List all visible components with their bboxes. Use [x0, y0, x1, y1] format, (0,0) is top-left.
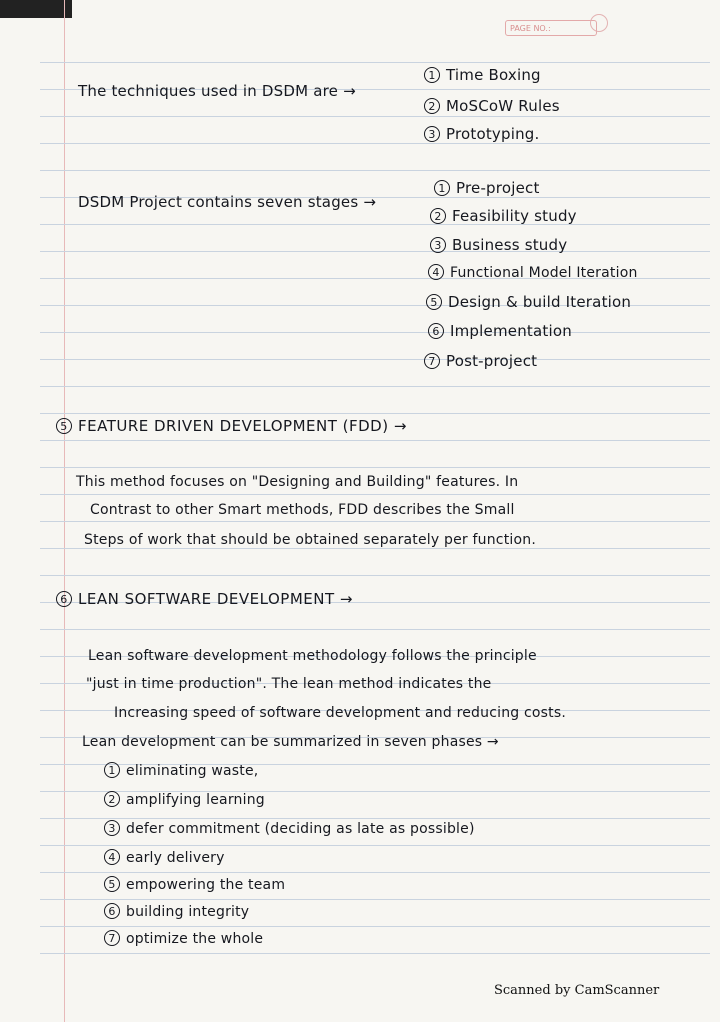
lean-phase [104, 876, 285, 893]
item-text: Implementation [450, 322, 572, 340]
ruled-line [40, 953, 710, 954]
section-title: LEAN SOFTWARE DEVELOPMENT → [78, 590, 353, 608]
item-text: Pre-project [456, 179, 540, 197]
ruled-line [40, 494, 710, 495]
item-number: 7 [104, 930, 120, 946]
ruled-line [40, 332, 710, 333]
page-number-label: PAGE NO.: [510, 24, 551, 33]
scanner-watermark: Scanned by CamScanner [494, 983, 660, 998]
fdd-heading [56, 417, 407, 435]
ruled-line [40, 62, 710, 63]
item-number: 3 [424, 126, 440, 142]
item-number: 3 [104, 820, 120, 836]
ruled-line [40, 899, 710, 900]
page-stamp-circle [590, 14, 608, 32]
item-number: 1 [424, 67, 440, 83]
item-text: Prototyping. [446, 125, 540, 143]
stage-item [428, 264, 638, 281]
ruled-line [40, 548, 710, 549]
item-number: 2 [424, 98, 440, 114]
item-text: building integrity [126, 904, 250, 920]
stage-item [434, 179, 540, 197]
item-text: empowering the team [126, 877, 286, 893]
scan-edge [0, 0, 72, 18]
ruled-line [40, 575, 710, 576]
item-text: Design & build Iteration [448, 293, 632, 311]
item-number: 1 [104, 762, 120, 778]
item-text: Functional Model Iteration [450, 265, 638, 281]
ruled-line [40, 170, 710, 171]
techniques-intro: The techniques used in DSDM are → [78, 82, 356, 100]
lean-heading [56, 590, 353, 608]
item-text: optimize the whole [126, 931, 264, 947]
item-text: early delivery [126, 850, 225, 866]
section-title: FEATURE DRIVEN DEVELOPMENT (FDD) → [78, 417, 407, 435]
item-number: 7 [424, 353, 440, 369]
fdd-text-line: Contrast to other Smart methods, FDD describes the Small [90, 502, 515, 518]
ruled-line [40, 629, 710, 630]
item-number: 2 [430, 208, 446, 224]
item-number: 6 [428, 323, 444, 339]
item-text: eliminating waste, [126, 763, 259, 779]
lean-text-line: Lean development can be summarized in seven phases → [82, 734, 499, 750]
lean-phase [104, 791, 265, 808]
margin-line [64, 0, 65, 1022]
item-text: Business study [452, 236, 568, 254]
lean-text-line: Lean software development methodology follows the principle [88, 648, 537, 664]
fdd-text-line: This method focuses on "Designing and Building" features. In [76, 474, 519, 490]
ruled-line [40, 467, 710, 468]
item-number: 3 [430, 237, 446, 253]
stage-item [424, 352, 537, 370]
ruled-line [40, 224, 710, 225]
ruled-line [40, 872, 710, 873]
ruled-line [40, 251, 710, 252]
item-number: 2 [104, 791, 120, 807]
item-text: Post-project [446, 352, 538, 370]
stages-intro: DSDM Project contains seven stages → [78, 193, 377, 211]
stage-item [430, 207, 577, 225]
lean-text-line: "just in time production". The lean method indicates the [86, 676, 492, 692]
item-number: 4 [104, 849, 120, 865]
technique-item [424, 66, 541, 84]
item-number: 5 [104, 876, 120, 892]
lean-phase [104, 849, 225, 866]
lean-text-line: Increasing speed of software development and reducing costs. [114, 705, 566, 721]
ruled-line [40, 845, 710, 846]
item-text: Time Boxing [446, 66, 541, 84]
stage-item [430, 236, 567, 254]
lean-phase [104, 930, 263, 947]
item-number: 5 [426, 294, 442, 310]
lean-phase [104, 820, 475, 837]
ruled-line [40, 818, 710, 819]
technique-item [424, 125, 540, 143]
item-text: Feasibility study [452, 207, 577, 225]
item-number: 1 [434, 180, 450, 196]
item-text: amplifying learning [126, 792, 265, 808]
ruled-line [40, 143, 710, 144]
lean-phase [104, 903, 249, 920]
item-text: defer commitment (deciding as late as possible) [126, 821, 475, 837]
section-number: 6 [56, 591, 72, 607]
ruled-line [40, 359, 710, 360]
fdd-text-line: Steps of work that should be obtained separately per function. [84, 532, 536, 548]
lean-phase [104, 762, 258, 779]
ruled-line [40, 413, 710, 414]
ruled-line [40, 440, 710, 441]
ruled-line [40, 521, 710, 522]
ruled-line [40, 386, 710, 387]
technique-item [424, 97, 560, 115]
page-number-box [505, 20, 597, 36]
ruled-line [40, 926, 710, 927]
stage-item [426, 293, 631, 311]
item-number: 6 [104, 903, 120, 919]
section-number: 5 [56, 418, 72, 434]
ruled-line [40, 116, 710, 117]
item-text: MoSCoW Rules [446, 97, 560, 115]
item-number: 4 [428, 264, 444, 280]
stage-item [428, 322, 572, 340]
